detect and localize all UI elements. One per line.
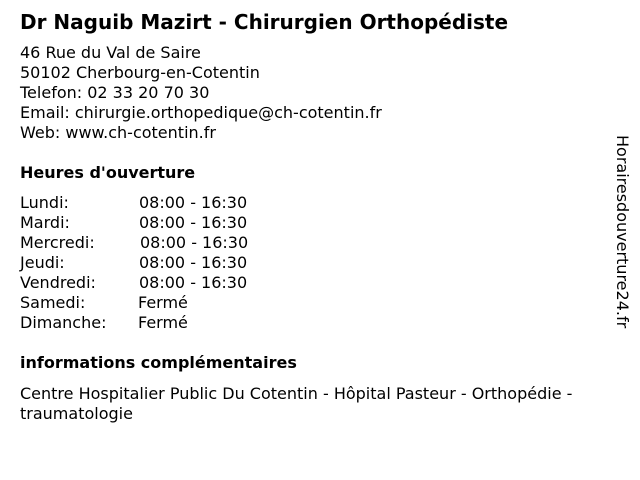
info-heading: informations complémentaires xyxy=(20,353,297,372)
address-city: 50102 Cherbourg-en-Cotentin xyxy=(20,63,260,82)
time-value: 08:00 - 16:30 xyxy=(140,233,249,252)
hours-heading: Heures d'ouverture xyxy=(20,163,196,182)
hours-row-wednesday xyxy=(20,233,320,253)
day-label: Jeudi: xyxy=(20,253,65,272)
day-label: Mardi: xyxy=(20,213,70,232)
phone-line: Telefon: 02 33 20 70 30 xyxy=(20,83,210,102)
watermark: Horairesdouverture24.fr xyxy=(613,135,632,329)
web-line: Web: www.ch-cotentin.fr xyxy=(20,123,216,142)
time-value: 08:00 - 16:30 xyxy=(139,273,248,292)
email-line: Email: chirurgie.orthopedique@ch-cotentin.fr xyxy=(20,103,382,122)
hours-row-saturday xyxy=(20,293,320,313)
time-value: 08:00 - 16:30 xyxy=(139,213,248,232)
day-label: Dimanche: xyxy=(20,313,107,332)
info-text: Centre Hospitalier Public Du Cotentin - Hôpital Pasteur - Orthopédie - traumatologie xyxy=(20,384,573,423)
day-label: Lundi: xyxy=(20,193,69,212)
day-label: Vendredi: xyxy=(20,273,96,292)
hours-row-friday xyxy=(20,273,320,293)
hours-row-monday xyxy=(20,193,320,213)
day-label: Mercredi: xyxy=(20,233,95,252)
hours-row-sunday xyxy=(20,313,320,333)
day-label: Samedi: xyxy=(20,293,86,312)
page-title: Dr Naguib Mazirt - Chirurgien Orthopédiste xyxy=(20,10,509,34)
time-value: 08:00 - 16:30 xyxy=(139,253,248,272)
time-value: 08:00 - 16:30 xyxy=(139,193,248,212)
address-street: 46 Rue du Val de Saire xyxy=(20,43,201,62)
time-value: Fermé xyxy=(138,293,188,312)
hours-row-thursday xyxy=(20,253,320,273)
hours-row-tuesday xyxy=(20,213,320,233)
time-value: Fermé xyxy=(138,313,188,332)
